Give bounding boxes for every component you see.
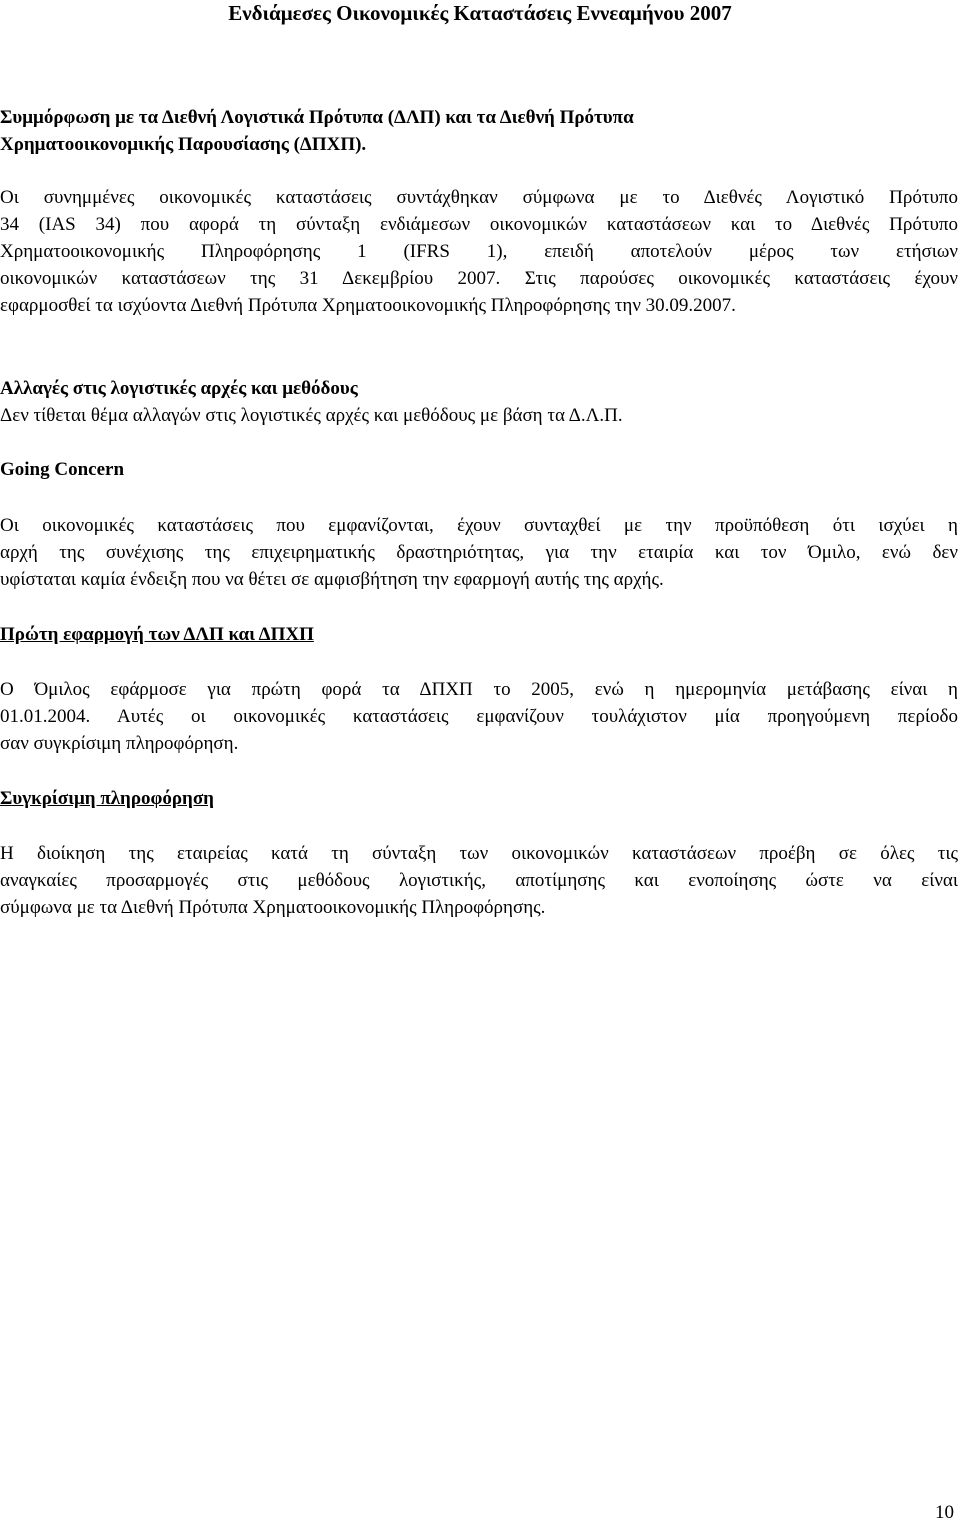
first-application-heading-block [0,621,958,648]
comparable-info-paragraph [0,840,958,921]
compliance-line-3: Χρηματοοικονομικής Πληροφόρησης 1 (IFRS 1), επειδή αποτελούν μέρος των ετήσιων [0,241,958,262]
going-concern-line-2: αρχή της συνέχισης της επιχειρηματικής δραστηριότητας, για την εταιρία και τον Όμιλο, ενώ δεν [0,542,958,563]
first-application-paragraph [0,676,958,757]
first-application-heading: Πρώτη εφαρμογή των ΔΛΠ και ΔΠΧΠ [0,624,314,645]
going-concern-line-1: Οι οικονομικές καταστάσεις που εμφανίζονται, έχουν συνταχθεί με την προϋπόθεση ότι ισχύει η [0,515,958,536]
going-concern-heading: Going Concern [0,459,125,480]
first-application-line-2: 01.01.2004. Αυτές οι οικονομικές καταστάσεις εμφανίζουν τουλάχιστον μία προηγούμενη περίοδο [0,706,958,727]
compliance-paragraph [0,184,958,319]
compliance-heading-line-1: Συμμόρφωση με τα Διεθνή Λογιστικά Πρότυπα (ΔΛΠ) και τα Διεθνή Πρότυπα [0,107,634,128]
compliance-line-4: οικονομικών καταστάσεων της 31 Δεκεμβρίου 2007. Στις παρούσες οικονομικές καταστάσεις έχουν [0,268,958,289]
comparable-info-line-1: Η διοίκηση της εταιρείας κατά τη σύνταξη των οικονομικών καταστάσεων προέβη σε όλες τις [0,843,958,864]
going-concern-paragraph [0,512,958,593]
going-concern-heading-block [0,456,958,483]
accounting-changes-heading: Αλλαγές στις λογιστικές αρχές και μεθόδους [0,378,358,399]
page-header-title: Ενδιάμεσες Οικονομικές Καταστάσεις Εννεαμήνου 2007 [228,1,732,25]
page-number: 10 [935,1502,954,1523]
compliance-line-5: εφαρμοσθεί τα ισχύοντα Διεθνή Πρότυπα Χρηματοοικονομικής Πληροφόρησης την 30.09.2007. [0,295,736,316]
going-concern-line-3: υφίσταται καμία ένδειξη που να θέτει σε αμφισβήτηση την εφαρμογή αυτής της αρχής. [0,569,664,590]
compliance-line-2: 34 (IAS 34) που αφορά τη σύνταξη ενδιάμεσων οικονομικών καταστάσεων και το Διεθνές Πρότυπο [0,214,958,235]
comparable-info-line-2: αναγκαίες προσαρμογές στις μεθόδους λογιστικής, αποτίμησης και ενοποίησης ώστε να είναι [0,870,958,891]
compliance-heading [0,104,958,158]
compliance-heading-line-2: Χρηματοοικονομικής Παρουσίασης (ΔΠΧΠ). [0,134,367,155]
accounting-changes-section [0,375,958,429]
comparable-info-line-3: σύμφωνα με τα Διεθνή Πρότυπα Χρηματοοικονομικής Πληροφόρησης. [0,897,546,918]
first-application-line-1: Ο Όμιλος εφάρμοσε για πρώτη φορά τα ΔΠΧΠ το 2005, ενώ η ημερομηνία μετάβασης είναι η [0,679,958,700]
compliance-line-1: Οι συνημμένες οικονομικές καταστάσεις συντάχθηκαν σύμφωνα με το Διεθνές Λογιστικό Πρότυπο [0,187,958,208]
comparable-info-heading: Συγκρίσιμη πληροφόρηση [0,788,214,809]
accounting-changes-body: Δεν τίθεται θέμα αλλαγών στις λογιστικές αρχές και μεθόδους με βάση τα Δ.Λ.Π. [0,405,623,426]
comparable-info-heading-block [0,785,958,812]
first-application-line-3: σαν συγκρίσιμη πληροφόρηση. [0,733,239,754]
